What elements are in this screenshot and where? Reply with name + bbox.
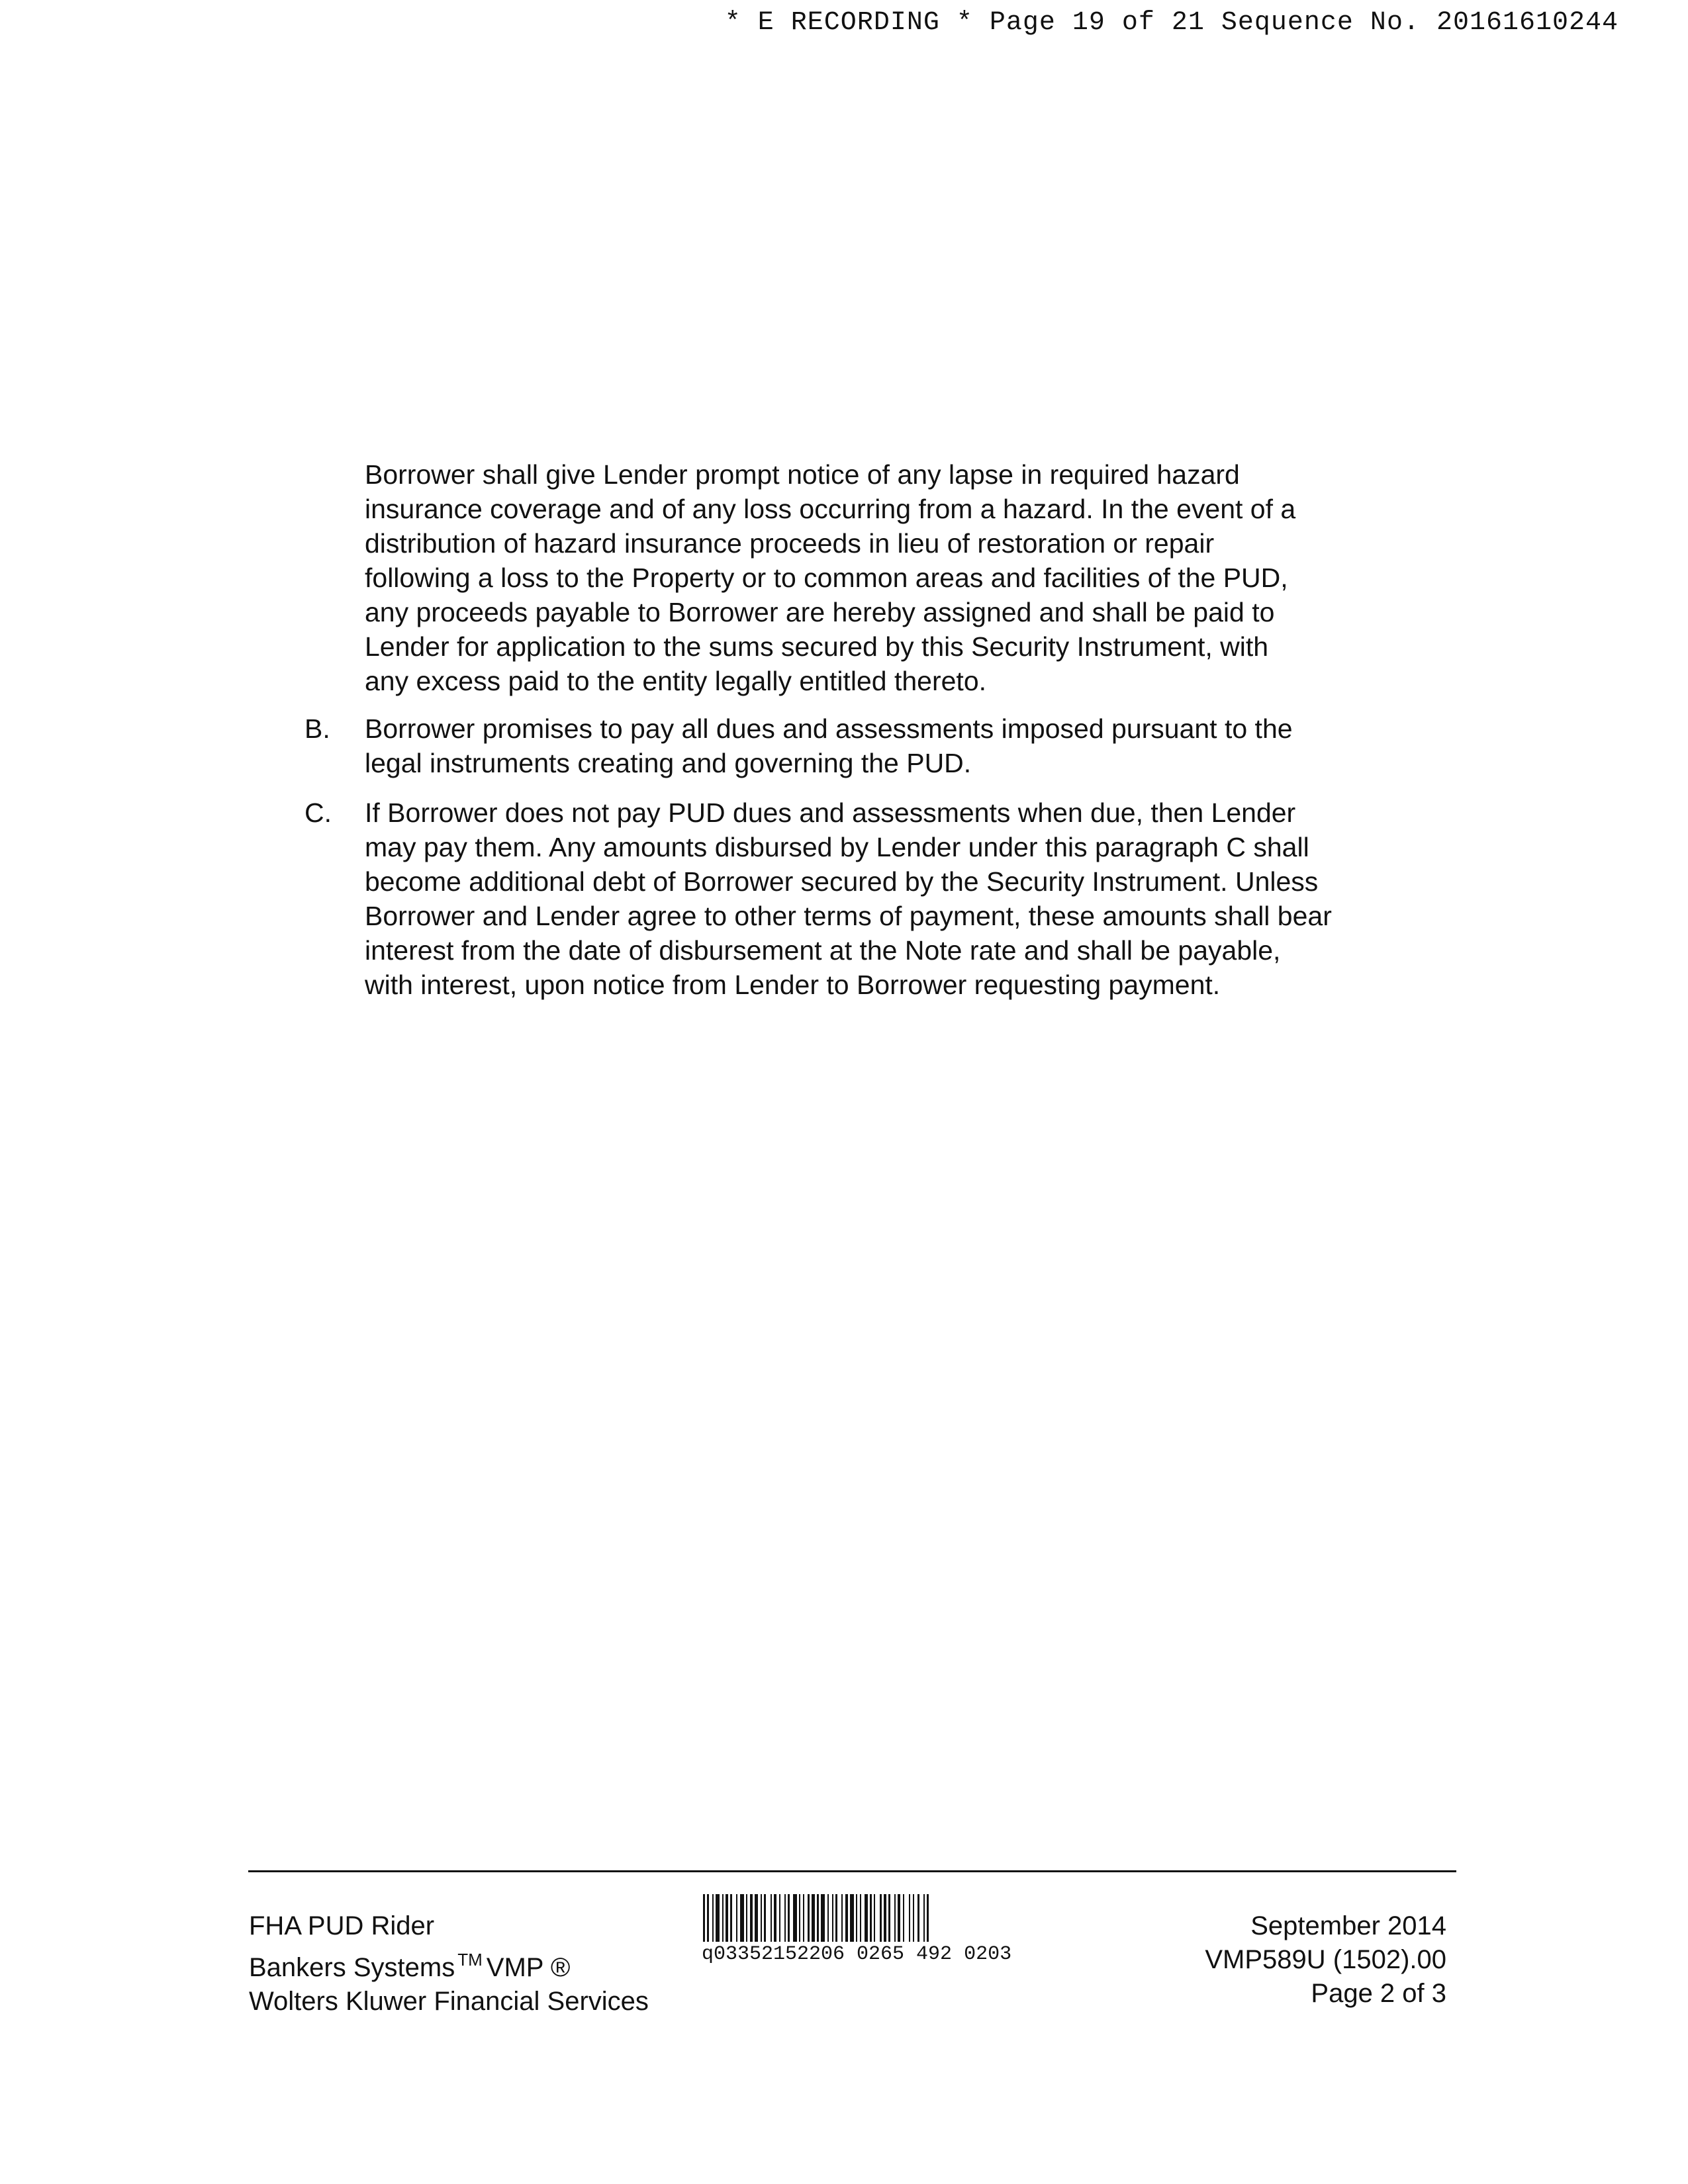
footer-divider [248, 1870, 1456, 1872]
paragraph-line: distribution of hazard insurance proceeds in lieu of restoration or repair [365, 528, 1215, 559]
barcode-number: q03352152206 0265 492 0203 [702, 1943, 1012, 1966]
item-line: Borrower promises to pay all dues and assessments imposed pursuant to the [365, 713, 1293, 744]
barcode-bar [764, 1894, 766, 1942]
item-letter: B. [305, 713, 330, 744]
barcode-bar [860, 1894, 861, 1942]
paragraph-line: insurance coverage and of any loss occurring from a hazard. In the event of a [365, 494, 1296, 524]
barcode-bar [712, 1894, 714, 1942]
barcode-bar [821, 1894, 825, 1942]
barcode-bar [880, 1894, 882, 1942]
barcode-bar [716, 1894, 720, 1942]
item-line: become additional debt of Borrower secured by the Security Instrument. Unless [365, 866, 1319, 897]
barcode-bar [803, 1894, 804, 1942]
barcode-bar [808, 1894, 810, 1942]
paragraph-line: Borrower shall give Lender prompt notice of any lapse in required hazard [365, 459, 1240, 490]
company-name: Wolters Kluwer Financial Services [249, 1987, 649, 2016]
barcode-bar [755, 1894, 758, 1942]
barcode-bar [856, 1894, 857, 1942]
barcode-bar [740, 1894, 744, 1942]
barcode-bar [845, 1894, 848, 1942]
barcode-bar [913, 1894, 914, 1942]
barcode-bar [894, 1894, 896, 1942]
paragraph-line: following a loss to the Property or to common areas and facilities of the PUD, [365, 563, 1288, 593]
form-code: VMP589U (1502).00 [1205, 1945, 1446, 1974]
barcode-bar [884, 1894, 886, 1942]
barcode-bar [888, 1894, 890, 1942]
barcode-bar [730, 1894, 732, 1942]
barcode-bar [898, 1894, 900, 1942]
barcode-bar [736, 1894, 737, 1942]
barcode-bar [917, 1894, 919, 1942]
barcode-bar [927, 1894, 929, 1942]
item-line: may pay them. Any amounts disbursed by Lender under this paragraph C shall [365, 832, 1309, 862]
form-date: September 2014 [1250, 1911, 1446, 1940]
barcode-bar [870, 1894, 872, 1942]
recording-header: * E RECORDING * Page 19 of 21 Sequence No. 20161610244 [724, 8, 1618, 38]
item-line: interest from the date of disbursement at the Note rate and shall be payable, [365, 935, 1281, 966]
trademark-mark: TM [457, 1950, 483, 1970]
paragraph-line: any proceeds payable to Borrower are hereby assigned and shall be paid to [365, 597, 1275, 627]
barcode-bar [746, 1894, 747, 1942]
barcode-bar [812, 1894, 815, 1942]
barcode-bar [841, 1894, 843, 1942]
publisher-name: Bankers Systems [249, 1953, 455, 1982]
barcode-bar [784, 1894, 786, 1942]
barcode-bar [707, 1894, 709, 1942]
form-title: FHA PUD Rider [249, 1911, 435, 1940]
continued-paragraph [365, 457, 1371, 698]
barcode-bar [903, 1894, 904, 1942]
barcode-bar [832, 1894, 833, 1942]
barcode-bar [850, 1894, 854, 1942]
footer-version-info [1205, 1909, 1446, 2011]
barcode-bar [703, 1894, 705, 1942]
publisher-line [249, 1943, 649, 1985]
barcode-bar [788, 1894, 790, 1942]
barcode-bars [702, 1894, 1172, 1942]
barcode [702, 1894, 1172, 1967]
item-line: If Borrower does not pay PUD dues and assessments when due, then Lender [365, 797, 1296, 828]
barcode-bar [909, 1894, 910, 1942]
paragraph-line: Lender for application to the sums secured by this Security Instrument, with [365, 631, 1269, 662]
footer-form-info [249, 1909, 649, 2019]
barcode-bar [771, 1894, 772, 1942]
barcode-bar [835, 1894, 837, 1942]
barcode-bar [722, 1894, 724, 1942]
barcode-bar [865, 1894, 868, 1942]
item-text [365, 711, 1371, 780]
barcode-bar [799, 1894, 800, 1942]
barcode-bar [874, 1894, 875, 1942]
paragraph-line: any excess paid to the entity legally entitled thereto. [365, 666, 987, 696]
item-letter: C. [305, 797, 332, 828]
barcode-bar [827, 1894, 829, 1942]
barcode-bar [774, 1894, 776, 1942]
vmp-mark: VMP ® [486, 1953, 571, 1982]
barcode-bar [726, 1894, 728, 1942]
barcode-bar [923, 1894, 925, 1942]
barcode-bar [750, 1894, 753, 1942]
item-line: with interest, upon notice from Lender to Borrower requesting payment. [365, 970, 1221, 1000]
barcode-bar [761, 1894, 762, 1942]
page-number: Page 2 of 3 [1311, 1979, 1446, 2008]
barcode-bar [817, 1894, 819, 1942]
item-text [365, 796, 1371, 1002]
item-line: Borrower and Lender agree to other terms of payment, these amounts shall bear [365, 901, 1332, 931]
barcode-bar [779, 1894, 780, 1942]
item-line: legal instruments creating and governing the PUD. [365, 748, 972, 778]
barcode-bar [793, 1894, 797, 1942]
